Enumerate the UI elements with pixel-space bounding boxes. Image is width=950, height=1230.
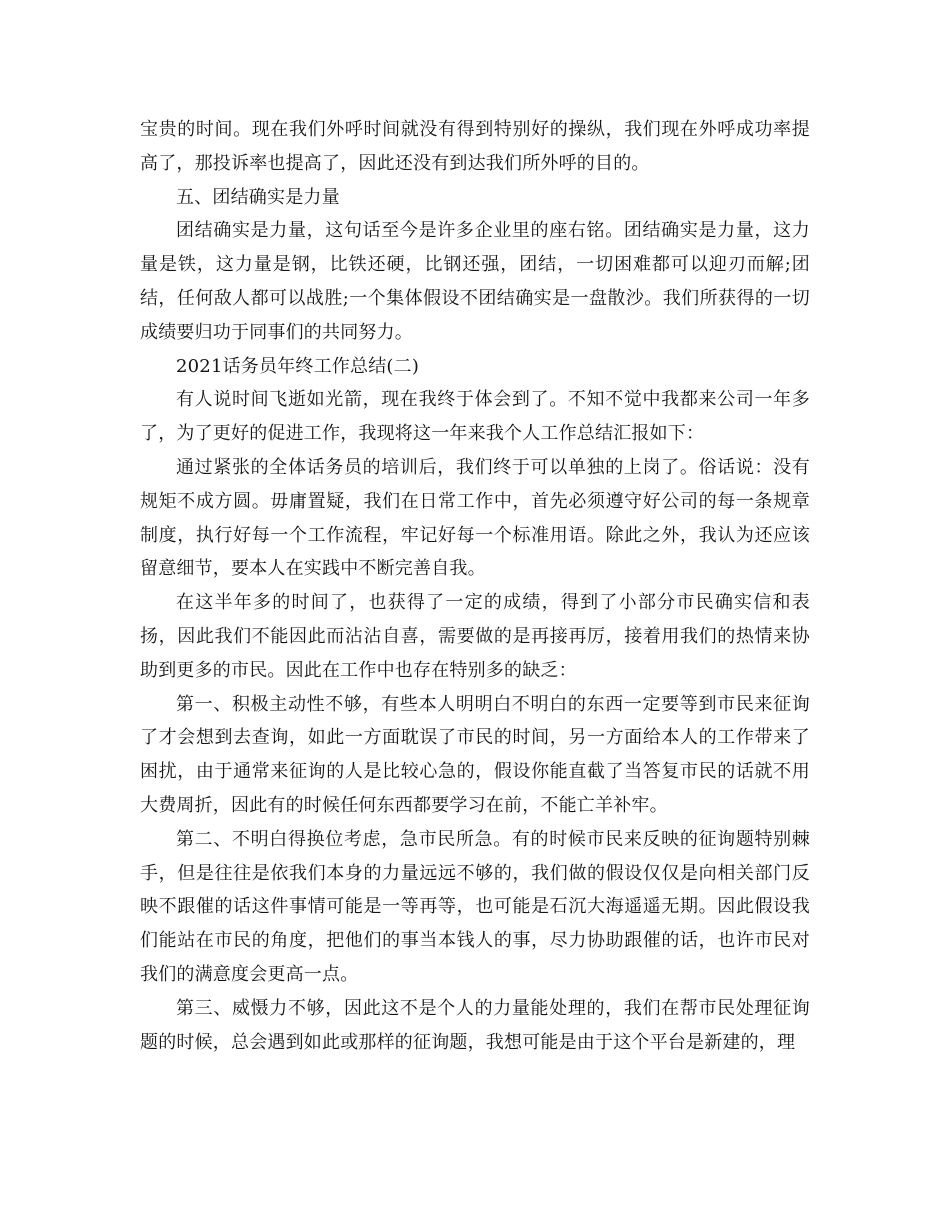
paragraph-point-two: 第二、不明白得换位考虑，急市民所急。有的时候市民来反映的征询题特别棘手，但是往往是依我们本身的力量远远不够的，我们做的假设仅仅是向相关部门反映不跟催的话这件事情可能是一等再等，也可能是石沉大海遥遥无期。因此假设我们能站在市民的角度，把他们的事当本钱人的事，尽力协助跟催的话，也许市民对我们的满意度会更高一点。 <box>140 828 810 985</box>
section-heading-unity: 五、团结确实是力量 <box>176 186 340 208</box>
paragraph-point-one: 第一、积极主动性不够，有些本人明明白不明白的东西一定要等到市民来征询了才会想到去查询，如此一方面耽误了市民的时间，另一方面给本人的工作带来了困扰，由于通常来征询的人是比较心急的，假设你能直截了当答复市民的话就不用大费周折，因此有的时候任何东西都要学习在前，不能亡羊补牢。 <box>140 693 810 816</box>
paragraph-intro: 有人说时间飞逝如光箭，现在我终于体会到了。不知不觉中我都来公司一年多了，为了更好的促进工作，我现将这一年来我个人工作总结汇报如下： <box>140 389 810 445</box>
paragraph-point-three: 第三、威慑力不够，因此这不是个人的力量能处理的，我们在帮市民处理征询题的时候，总会遇到如此或那样的征询题，我想可能是由于这个平台是新建的，理 <box>140 997 810 1053</box>
paragraph-continuation: 宝贵的时间。现在我们外呼时间就没有得到特别好的操纵，我们现在外呼成功率提高了，那投诉率也提高了，因此还没有到达我们所外呼的目的。 <box>140 119 810 174</box>
paragraph-achievements: 在这半年多的时间了，也获得了一定的成绩，得到了小部分市民确实信和表扬，因此我们不能因此而沾沾自喜，需要做的是再接再厉，接着用我们的热情来协助到更多的市民。因此在工作中也存在特别多的缺乏： <box>140 592 810 681</box>
paragraph-training: 通过紧张的全体话务员的培训后，我们终于可以单独的上岗了。俗话说：没有规矩不成方圆。毋庸置疑，我们在日常工作中，首先必须遵守好公司的每一条规章制度，执行好每一个工作流程，牢记好每一个标准用语。除此之外，我认为还应该留意细节，要本人在实践中不断完善自我。 <box>140 456 810 580</box>
document-subtitle: 2021话务员年终工作总结(二) <box>176 355 420 377</box>
document-body <box>140 113 810 1059</box>
paragraph-unity: 团结确实是力量，这句话至今是许多企业里的座右铭。团结确实是力量，这力量是铁，这力量是钢，比铁还硬，比钢还强，团结，一切困难都可以迎刃而解;团结，任何敌人都可以战胜;一个集体假设不团结确实是一盘散沙。我们所获得的一切成绩要归功于同事们的共同努力。 <box>140 220 810 343</box>
